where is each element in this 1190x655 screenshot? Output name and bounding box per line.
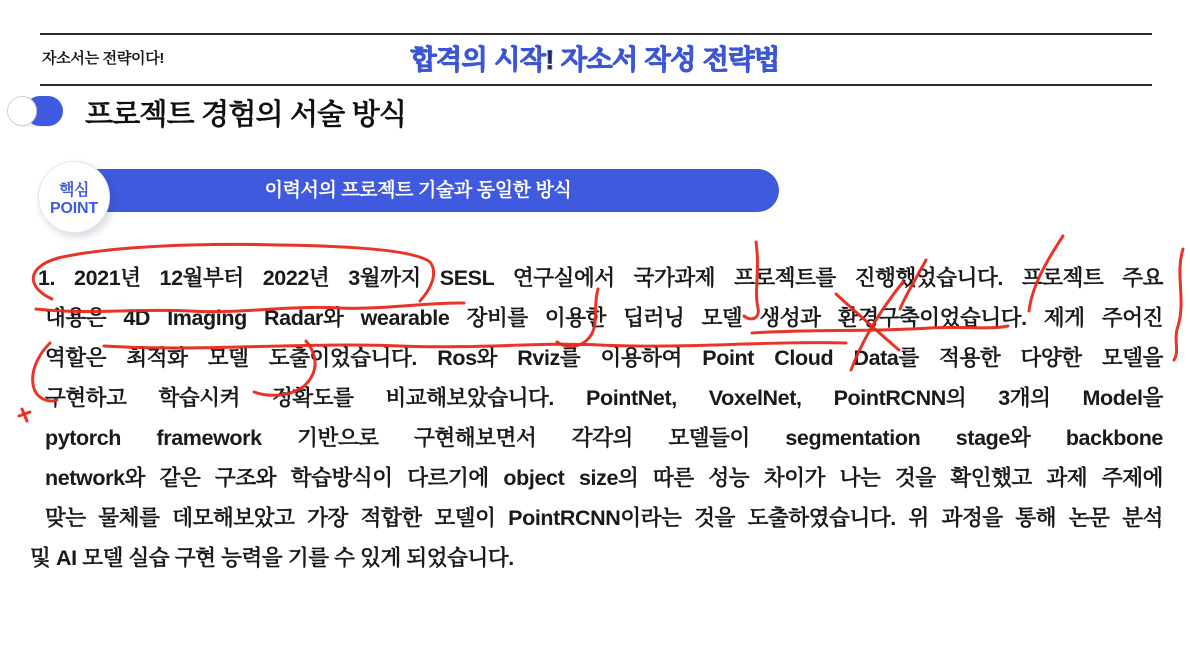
paragraph-line: 맞는 물체를 데모해보았고 가장 적합한 모델이 PointRCNN이라는 것을 도출하였습니다. 위 과정을 통해 논문 분석 xyxy=(45,506,1163,530)
page-title: 합격의 시작! 자소서 작성 전략법 xyxy=(410,45,780,75)
header-tagline: 자소서는 전략이다! xyxy=(42,50,165,67)
header-top-rule xyxy=(40,33,1152,35)
paragraph-line: 역할은 최적화 모델 도출이었습니다. Ros와 Rviz를 이용하여 Point Cloud Data를 적용한 다양한 모델을 xyxy=(45,346,1163,370)
paragraph-line: 구현하고 학습시켜 정확도를 비교해보았습니다. PointNet, VoxelNet, PointRCNN의 3개의 Model을 xyxy=(45,386,1163,410)
badge-label-line2: POINT xyxy=(50,199,98,217)
header-bottom-rule xyxy=(40,84,1152,86)
pen-margin-tick-2 xyxy=(19,412,30,416)
paragraph-line: network와 같은 구조와 학습방식이 다르기에 object size의 따른 성능 차이가 나는 것을 확인했고 과제 주제에 xyxy=(45,466,1163,490)
example-paragraph xyxy=(30,258,1163,578)
badge-label-line1: 핵심 xyxy=(59,181,89,199)
paragraph-line: 1. 2021년 12월부터 2022년 3월까지 SESL 연구실에서 국가과제 프로젝트를 진행했었습니다. 프로젝트 주요 xyxy=(38,266,1163,290)
key-point-badge xyxy=(38,161,110,233)
toggle-bullet-icon xyxy=(8,97,62,127)
paragraph-line: pytorch framework 기반으로 구현해보면서 각각의 모델들이 segmentation stage와 backbone xyxy=(45,426,1163,450)
key-point-banner: 이력서의 프로젝트 기술과 동일한 방식 xyxy=(57,169,779,212)
paragraph-line: 내용은 4D Imaging Radar와 wearable 장비를 이용한 딥러닝 모델 생성과 환경구축이었습니다. 제게 주어진 xyxy=(45,306,1163,330)
paragraph-line: 및 AI 모델 실습 구현 능력을 기를 수 있게 되었습니다. xyxy=(30,546,514,570)
pen-far-right-curve xyxy=(1174,249,1183,360)
pen-margin-tick-1 xyxy=(22,409,27,421)
toggle-knob xyxy=(7,96,37,126)
section-heading: 프로젝트 경험의 서술 방식 xyxy=(85,99,407,131)
